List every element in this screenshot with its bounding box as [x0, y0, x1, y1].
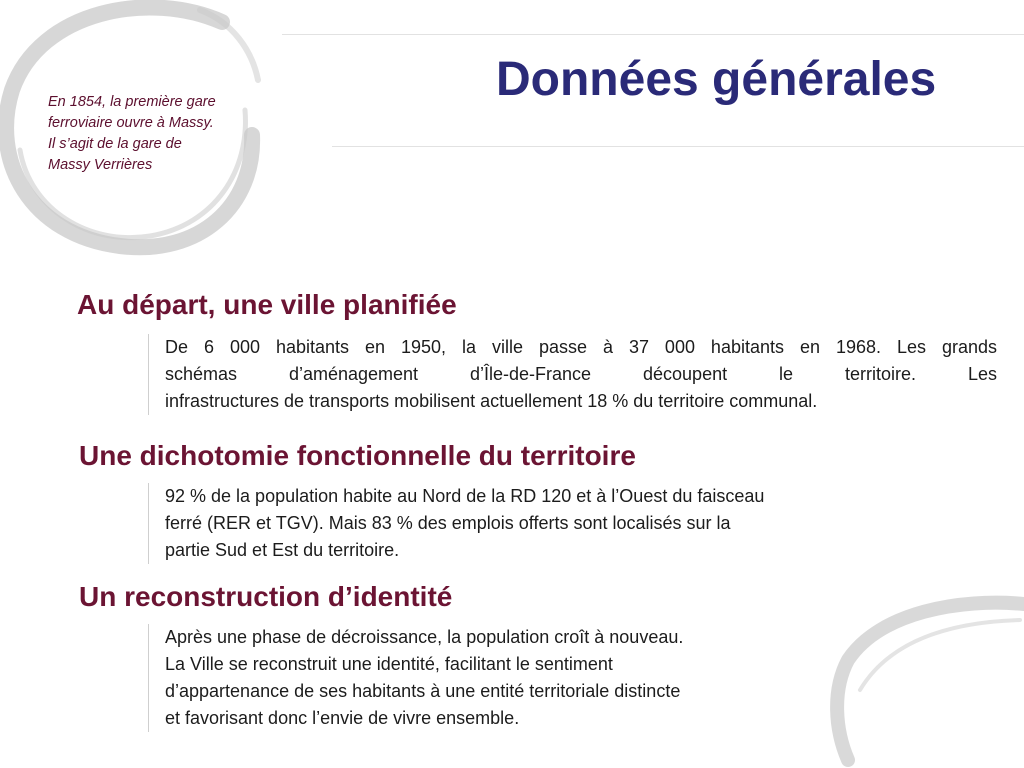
- caption-line: Il s’agit de la gare de: [48, 136, 182, 152]
- section-line: 92 % de la population habite au Nord de la RD 120 et à l’Ouest du faisceau: [165, 486, 765, 506]
- section-line: La Ville se reconstruit une identité, facilitant le sentiment: [165, 654, 613, 674]
- title-bottom-rule: [332, 146, 1024, 147]
- section-line: partie Sud et Est du territoire.: [165, 540, 400, 560]
- slide-title: Données générales: [496, 53, 937, 106]
- section-line: De 6 000 habitants en 1950, la ville passe à 37 000 habitants en 1968. Les grands: [165, 337, 997, 357]
- section-body: [148, 334, 997, 415]
- section-line: Après une phase de décroissance, la population croît à nouveau.: [165, 627, 684, 647]
- section-line: et favorisant donc l’envie de vivre ensemble.: [165, 708, 520, 728]
- caption-line: En 1854, la première gare: [48, 94, 216, 110]
- section-line: schémas d’aménagement d’Île-de-France découpent le territoire. Les: [165, 364, 997, 384]
- section-heading: Un reconstruction d’identité: [79, 581, 453, 612]
- title-top-rule: [282, 34, 1024, 35]
- section-heading: Une dichotomie fonctionnelle du territoire: [79, 440, 636, 471]
- section-line: d’appartenance de ses habitants à une entité territoriale distincte: [165, 681, 681, 701]
- section-body: [148, 483, 955, 564]
- section-heading: Au départ, une ville planifiée: [77, 289, 457, 320]
- section-line: ferré (RER et TGV). Mais 83 % des emplois offerts sont localisés sur la: [165, 513, 731, 533]
- caption-line: Massy Verrières: [48, 157, 153, 173]
- section-line: infrastructures de transports mobilisent actuellement 18 % du territoire communal.: [165, 391, 818, 411]
- section-body: [148, 624, 855, 732]
- caption-line: ferroviaire ouvre à Massy.: [48, 115, 214, 131]
- history-caption: [48, 92, 253, 176]
